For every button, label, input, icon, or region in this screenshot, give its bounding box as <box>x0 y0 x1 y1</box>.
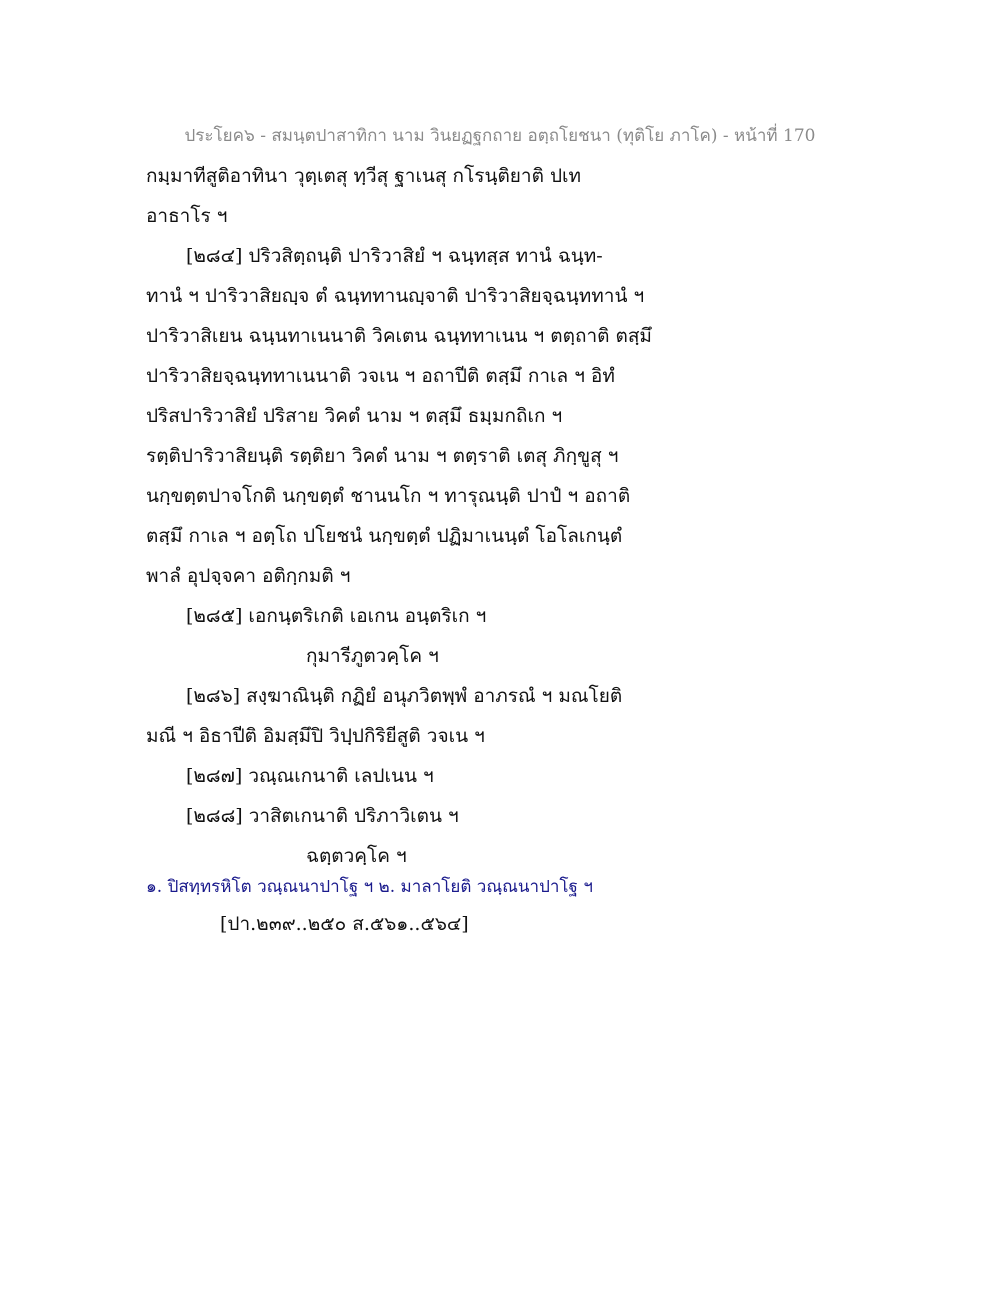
paragraph-285: [๒๘๕] เอกนฺตริเกติ เอเกน อนฺตริเก ฯ <box>186 605 487 627</box>
text-line: ปาริวาสิยจฺฉนฺททาเนนาติ วจเน ฯ อถาปีติ ตสฺมึ กาเล ฯ อิทํ <box>146 365 615 387</box>
paragraph-286: [๒๘๖] สงฺฆาณินฺติ กฏิยํ อนุภวิตพฺพํ อาภรณํ ฯ มณโยติ <box>186 685 623 707</box>
page-header: ประโยค๖ - สมนฺตปาสาทิกา นาม วินยฏฐกถาย อตฺถโยชนา (ทุติโย ภาโค) - หน้าที่ 170 <box>184 126 816 146</box>
text-line: อาธาโร ฯ <box>146 205 228 227</box>
text-line: ปริสปาริวาสิยํ ปริสาย วิคตํ นาม ฯ ตสฺมึ ธมฺมกถิเก ฯ <box>146 405 563 427</box>
text-line: ปาริวาสิเยน ฉนฺนทาเนนาติ วิคเตน ฉนฺททาเนน ฯ ตตฺถาติ ตสฺมึ <box>146 325 652 347</box>
text-line: กมฺมาทีสูติอาทินา วุตฺเตสุ ทฺวีสุ ฐาเนสุ กโรนฺติยาติ ปเท <box>146 165 582 187</box>
section-title-kumaribhuta: กุมารีภูตวคฺโค ฯ <box>306 645 439 667</box>
text-line: ทานํ ฯ ปาริวาสิยญฺจ ตํ ฉนฺททานญฺจาติ ปาริวาสิยจฺฉนฺททานํ ฯ <box>146 285 645 307</box>
body-text <box>146 156 706 876</box>
text-line: พาลํ อุปจฺจคา อติกฺกมติ ฯ <box>146 565 351 587</box>
section-title-chatta: ฉตฺตวคฺโค ฯ <box>306 845 407 867</box>
paragraph-287: [๒๘๗] วณฺณเกนาติ เลปเนน ฯ <box>186 765 434 787</box>
text-line: มณี ฯ อิธาปีติ อิมสฺมึปิ วิปฺปกิริยีสูติ วจเน ฯ <box>146 725 485 747</box>
paragraph-284: [๒๘๔] ปริวสิตฺถนฺติ ปาริวาสิยํ ฯ ฉนฺทสฺส ทานํ ฉนฺท- <box>186 245 603 267</box>
footnote: ๑. ปิสทฺทรหิโต วณฺณนาปาโฐ ฯ ๒. มาลาโยติ วณฺณนาปาโฐ ฯ <box>146 877 593 897</box>
page-reference: [ปา.๒๓๙..๒๕๐ ส.๕๖๑..๕๖๔] <box>220 913 469 935</box>
text-line: รตฺติปาริวาสิยนฺติ รตฺติยา วิคตํ นาม ฯ ตตฺราติ เตสุ ภิกฺขูสุ ฯ <box>146 445 619 467</box>
text-line: นกฺขตฺตปาจโกติ นกฺขตฺตํ ชานนโก ฯ ทารุณนฺติ ปาปํ ฯ อถาติ <box>146 485 631 507</box>
text-line: ตสฺมึ กาเล ฯ อตฺโถ ปโยชนํ นกฺขตฺตํ ปฏิมาเนนฺตํ โอโลเกนฺตํ <box>146 525 623 547</box>
paragraph-288: [๒๘๘] วาสิตเกนาติ ปริภาวิเตน ฯ <box>186 805 459 827</box>
